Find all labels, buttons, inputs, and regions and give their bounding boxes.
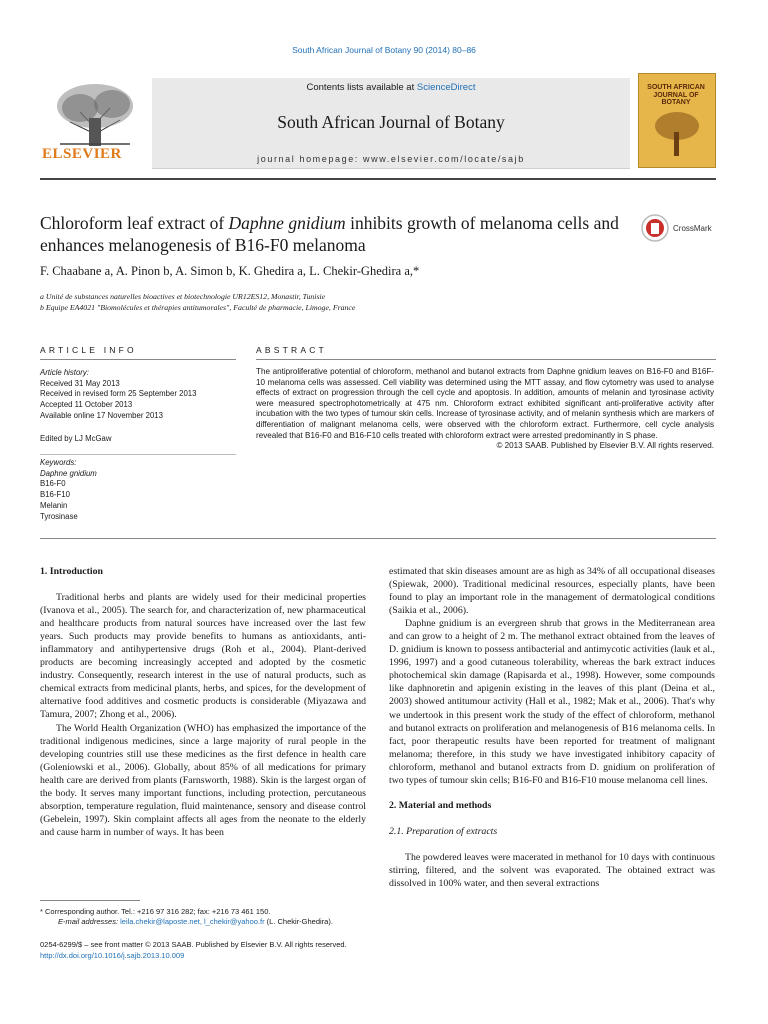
paragraph: The powdered leaves were macerated in methanol for 10 days with continuous stirring, filtered, and the solvent was evaporated. The obtained extract was dissolved in 100% water, and then several extractions [389,851,715,889]
section-heading-introduction: 1. Introduction [40,566,103,577]
crossmark-icon[interactable] [641,214,669,242]
abstract-body: The antiproliferative potential of chloroform, methanol and butanol extracts from Daphne gnidium leaves on B16-F0 and B16F-10 melanoma cells was assessed. Cell viability was determined using the MTT assay, and flow cytometry was used to analyse effects of extract on progression through the cell cycle and apoptosis. In addition, amounts of melanin and tyrosinase activity were measured spectrophotometrically at 475 nm. Chloroform extract exhibited significant anti-proliferative activity after incubation with the two types of tumour skin cells. Increase of tyrosinase activity, and of melanin synthesis which are markers of differentiation of malignant melanoma cells, were observed with the chloroform extract. Furthermore, cell cycle analysis revealed that B16-F0 and B16-F10 cells treated with chloroform extract were arrested predominantly in S phase. [256,367,714,440]
cover-title: SOUTH AFRICAN JOURNAL OF BOTANY [647,84,705,106]
email-label: E-mail addresses: [58,917,121,926]
affiliation-a: a Unité de substances naturelles bioactives et biotechnologie UR12ES12, Monastir, Tunisie [40,292,326,301]
elsevier-wordmark: ELSEVIER [42,146,122,162]
journal-homepage[interactable]: journal homepage: www.elsevier.com/locate/sajb [257,154,525,164]
footnote-rule [40,900,140,901]
crossmark-label[interactable]: CrossMark [673,224,712,233]
keyword-item: Daphne gnidium [40,468,97,478]
keywords-rule [40,454,236,455]
history-item: Available online 17 November 2013 [40,410,163,420]
abstract-heading: ABSTRACT [256,345,327,355]
body-right-column [389,565,715,890]
journal-citation[interactable]: South African Journal of Botany 90 (2014) 80–86 [292,45,476,55]
journal-name: South African Journal of Botany [277,112,505,132]
article-info-rule [40,359,236,360]
contents-line [152,82,630,93]
article-info-heading: ARTICLE INFO [40,345,137,355]
paragraph: estimated that skin diseases amount are as high as 34% of all occupational diseases (Spiewak, 2000). Traditional medicinal resources, especially plants, have been found to play an important role in the management of dermatological conditions (Saikia et al., 2006). [389,566,715,617]
paragraph: Traditional herbs and plants are widely used for their medicinal properties (Ivanova et al., 2005). The search for, and characterization of, new pharmaceutical and healthcare products from natural sources have increased over the last few years. Such products may provide benefits to humans as antioxidants, anti-inflammatory and antihypertensive drugs (Roh et al., 2004). Plant-derived products are becoming increasingly accepted and adopted by the cosmetic industry. Consequently, research interest in the use of natural products, such as chemical extracts from medicinal plants, herbs, and spices, for the development of alternative food additives and cosmetic products is considerable (Miyazawa and Tamura, 2007; Zhong et al., 2006). [40,592,366,721]
article-title [40,212,620,256]
abstract-text [256,367,714,452]
doi-link[interactable]: http://dx.doi.org/10.1016/j.sajb.2013.10.009 [40,951,185,960]
affiliation-b: b Equipe EA4021 "Biomolécules et thérapies antitumorales", Faculté de pharmacie, Limoge, France [40,303,356,312]
keyword-item: Tyrosinase [40,511,78,521]
article-history [40,368,240,422]
body-left-column [40,565,366,839]
corresponding-author-note: * Corresponding author. Tel.: +216 97 316 282; fax: +216 73 461 150. [40,907,271,916]
abstract-rule [256,359,716,360]
history-item: Accepted 11 October 2013 [40,400,133,410]
paragraph: Daphne gnidium is an evergreen shrub that grows in the Mediterranean area and can grow to a height of 2 m. The methanol extract obtained from the leaves of D. gnidium is known to possess antibacterial and antimycotic activities (lauk et al., 1996, 1997) and a good cutaneous tolerability, whereas the bark extract induces photochemical skin damage (Rapisarda et al., 1998). However, some compounds like daphnoretin and apigenin existing in the leaves of this plant (Deina et al., 2003) showed antitumour activity (Hall et al., 1982; Mak et al., 2006). That's why we undertook in this present work the study of the effect of chloroform, methanol and butanol extracts on proliferation and melanogenesis of B16 melanoma cells. In fact, poor therapeutic results have been reported for treatment of malignant melanoma; therefore, in this study we have investigated inhibitory capacity of chloroform, methanol and butanol extracts from D. gnidium on proliferation of two types of tumour skin cells; B16-F0 and B16-F10 mouse melanoma cell lines. [389,618,715,786]
keyword-item: Melanin [40,500,68,510]
author-list: F. Chaabane a, A. Pinon b, A. Simon b, K. Ghedira a, L. Chekir-Ghedira a,* [40,264,420,278]
issn-line: 0254-6299/$ – see front matter © 2013 SAAB. Published by Elsevier B.V. All rights reserved. [40,940,347,949]
email-line [58,917,333,927]
contents-prefix: Contents lists available at [306,82,417,93]
section-heading-methods: 2. Material and methods [389,799,492,811]
email-suffix: (L. Chekir-Ghedira). [264,917,333,926]
history-item: Received 31 May 2013 [40,378,120,388]
keyword-item: B16-F10 [40,490,70,500]
paragraph: The World Health Organization (WHO) has emphasized the importance of the traditional indigenous medicines, since a large majority of rural people in the developing countries still use these medicines as the first defence in health care (Goleniowski et al., 2006). Globally, about 85% of all medications for primary health care are derived from plants (Farnsworth, 1988). Skin is the largest organ of the body. It serves many important functions, including protection, percutaneous absorption, temperature regulation, fluid maintenance, sensory and disease control (Gebelein, 1997). Skin complaint affects all ages from the neonate to the elderly and cause harm in number of ways. It has been [40,722,366,838]
email-links[interactable]: leila.chekir@laposte.net, l_chekir@yahoo.fr [120,917,265,926]
abstract-bottom-rule [40,538,716,539]
keywords-block [40,458,240,522]
header-rule [40,178,716,180]
title-part2: inhibits growth of melanoma cells and enhances melanogenesis of B16-F0 melanoma [40,213,619,255]
subsection-heading-extracts: 2.1. Preparation of extracts [389,825,498,837]
sciencedirect-link[interactable]: ScienceDirect [416,82,476,93]
keyword-item: B16-F0 [40,479,66,489]
abstract-copyright: © 2013 SAAB. Published by Elsevier B.V. All rights reserved. [496,441,714,451]
keywords-label: Keywords: [40,458,77,467]
title-part1: Chloroform leaf extract of [40,213,229,233]
history-label: Article history: [40,368,89,377]
edited-by: Edited by LJ McGaw [40,434,112,443]
history-item: Received in revised form 25 September 2013 [40,389,197,399]
title-species: Daphne gnidium [228,213,346,233]
